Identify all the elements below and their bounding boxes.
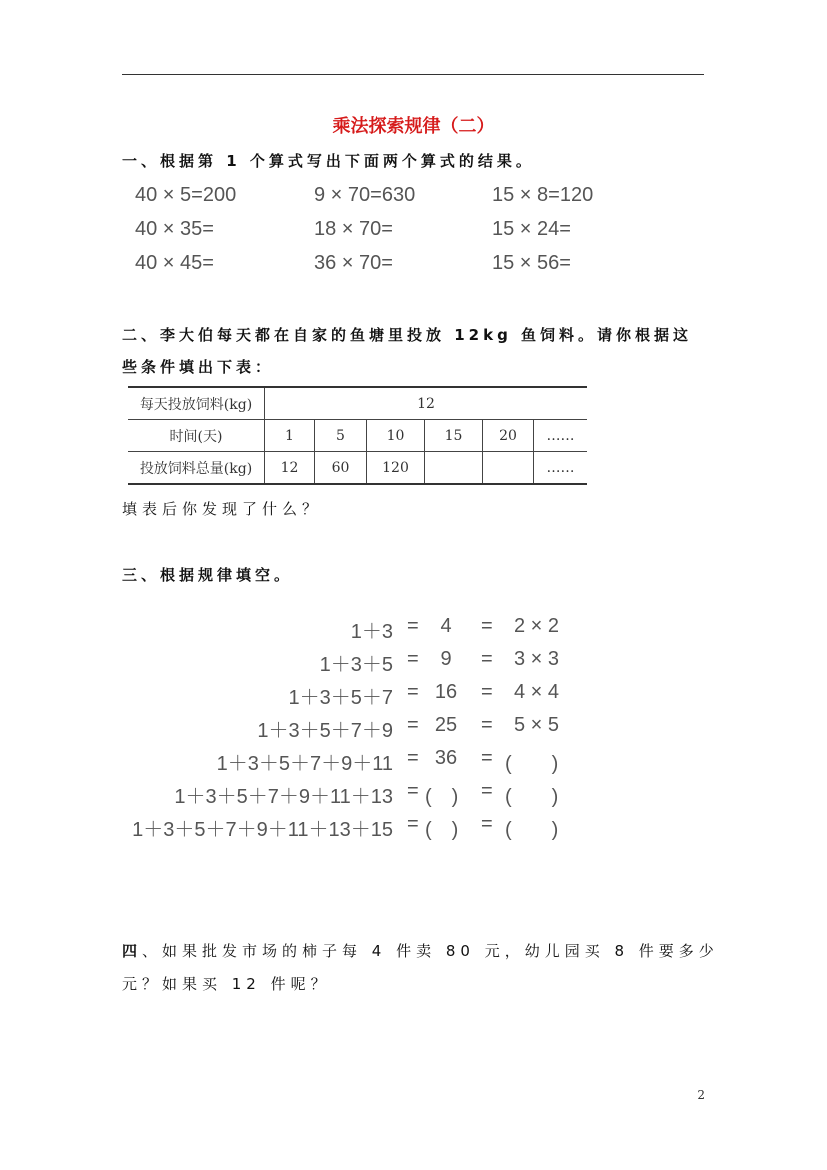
q1-eq-r3c1: 40 × 45= xyxy=(135,252,214,274)
q1-eq-r2c2: 18 × 70= xyxy=(314,218,393,240)
pattern-equals: = xyxy=(407,747,419,769)
pattern-equals: = xyxy=(481,681,493,703)
pattern-equals: = xyxy=(481,780,493,802)
q2-prompt-line1: 二、李大伯每天都在自家的鱼塘里投放 12kg 鱼饲料。请你根据这 xyxy=(122,326,693,344)
table-cell: 120 xyxy=(367,452,425,485)
page-number: 2 xyxy=(697,1088,705,1102)
pattern-right: 3 × 3 xyxy=(514,648,560,670)
pattern-equals: = xyxy=(407,714,419,736)
pattern-sum: 1＋3＋5＋7＋9＋11＋13＋15 xyxy=(132,819,393,841)
q1-eq-r2c1: 40 × 35= xyxy=(135,218,214,240)
pattern-blank[interactable]: ( ) xyxy=(505,819,559,841)
pattern-middle: 9 xyxy=(440,648,452,670)
table-cell: 12 xyxy=(265,387,588,420)
q1-eq-r1c2: 9 × 70=630 xyxy=(314,184,416,206)
pattern-blank[interactable]: ( ) xyxy=(425,819,459,841)
pattern-equals: = xyxy=(481,813,493,835)
pattern-equals: = xyxy=(481,648,493,670)
table-cell: 每天投放饲料(kg) xyxy=(128,387,265,420)
header-rule xyxy=(122,74,704,75)
q3-prompt: 三、根据规律填空。 xyxy=(122,566,294,584)
pattern-equals: = xyxy=(407,813,419,835)
pattern-sum: 1＋3＋5＋7 xyxy=(288,687,393,709)
feed-table xyxy=(128,386,587,485)
pattern-blank[interactable]: ( ) xyxy=(505,753,559,775)
q1-eq-r3c2: 36 × 70= xyxy=(314,252,393,274)
pattern-sum: 1＋3＋5＋7＋9 xyxy=(257,720,393,742)
pattern-equals: = xyxy=(481,747,493,769)
table-cell: 15 xyxy=(425,420,483,452)
pattern-right: 2 × 2 xyxy=(514,615,560,637)
pattern-sum: 1＋3＋5 xyxy=(319,654,393,676)
q4-prompt-line2: 元？如果买 12 件呢？ xyxy=(122,975,331,993)
q4-number: 四 xyxy=(122,942,143,960)
table-cell: 5 xyxy=(315,420,367,452)
pattern-sum: 1＋3 xyxy=(350,621,393,643)
table-cell: 1 xyxy=(265,420,315,452)
q4-text: 、如果批发市场的柿子每 4 件卖 80 元，幼儿园买 8 件要多少 xyxy=(142,942,719,960)
table-cell: 12 xyxy=(265,452,315,485)
q1-eq-r1c1: 40 × 5=200 xyxy=(135,184,237,206)
pattern-middle: 4 xyxy=(440,615,452,637)
q2-prompt-line2: 些条件填出下表： xyxy=(122,358,275,376)
table-row xyxy=(128,387,587,420)
q1-eq-r3c3: 15 × 56= xyxy=(492,252,571,274)
pattern-blank[interactable]: ( ) xyxy=(505,786,559,808)
pattern-middle: 16 xyxy=(434,681,458,703)
pattern-middle: 36 xyxy=(434,747,458,769)
q2-followup: 填表后你发现了什么？ xyxy=(122,500,323,518)
pattern-middle: 25 xyxy=(434,714,458,736)
q1-prompt: 一、根据第 1 个算式写出下面两个算式的结果。 xyxy=(122,152,535,170)
table-cell: 60 xyxy=(315,452,367,485)
pattern-right: 5 × 5 xyxy=(514,714,560,736)
q4-prompt-line1 xyxy=(122,940,719,961)
pattern-equals: = xyxy=(407,615,419,637)
pattern-blank[interactable]: ( ) xyxy=(425,786,459,808)
q1-eq-r1c3: 15 × 8=120 xyxy=(492,184,594,206)
table-cell-blank[interactable] xyxy=(483,452,534,485)
table-cell: 时间(天) xyxy=(128,420,265,452)
table-cell-blank[interactable] xyxy=(425,452,483,485)
table-row xyxy=(128,452,587,485)
table-row xyxy=(128,420,587,452)
table-cell: …… xyxy=(534,420,588,452)
pattern-sum: 1＋3＋5＋7＋9＋11 xyxy=(216,753,393,775)
pattern-sum: 1＋3＋5＋7＋9＋11＋13 xyxy=(174,786,393,808)
pattern-equals: = xyxy=(407,780,419,802)
q1-eq-r2c3: 15 × 24= xyxy=(492,218,571,240)
table-cell: 10 xyxy=(367,420,425,452)
pattern-equals: = xyxy=(481,615,493,637)
pattern-equals: = xyxy=(407,648,419,670)
table-cell: 20 xyxy=(483,420,534,452)
pattern-equals: = xyxy=(481,714,493,736)
table-cell: 投放饲料总量(kg) xyxy=(128,452,265,485)
page-title: 乘法探索规律（二） xyxy=(332,116,495,137)
pattern-equals: = xyxy=(407,681,419,703)
table-cell: …… xyxy=(534,452,588,485)
pattern-right: 4 × 4 xyxy=(514,681,560,703)
